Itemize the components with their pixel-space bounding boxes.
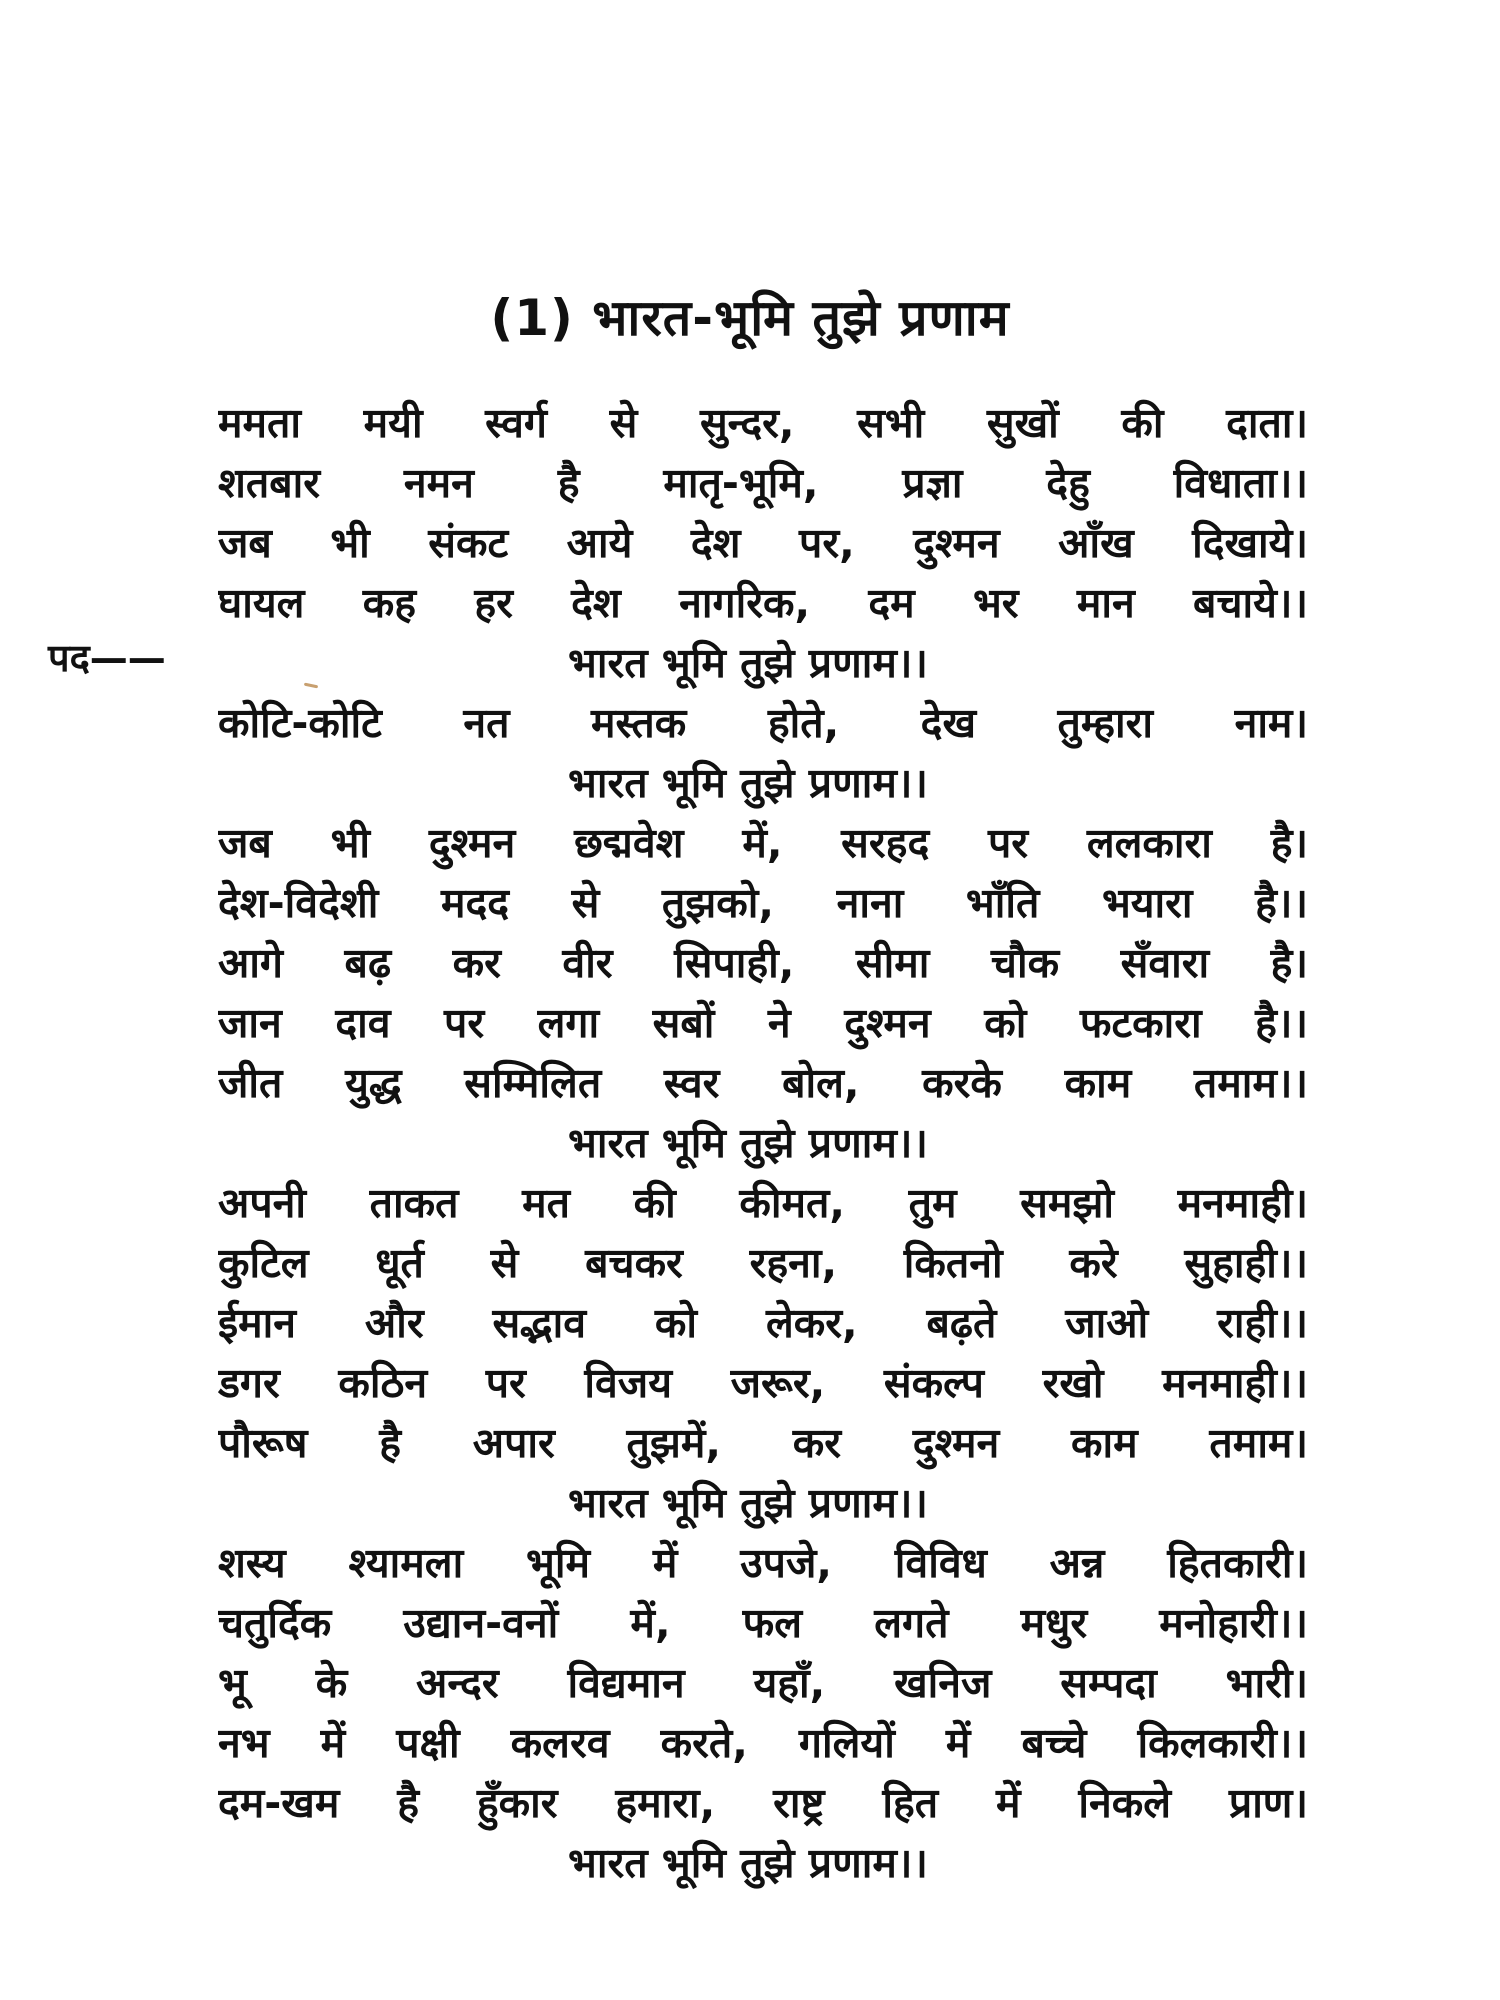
poem-line: जब भी संकट आये देश पर, दुश्मन आँख दिखाये। [218, 519, 1308, 567]
refrain-line: भारत भूमि तुझे प्रणाम।। [568, 1479, 928, 1527]
refrain-line: भारत भूमि तुझे प्रणाम।। [568, 1119, 928, 1167]
poem-line: अपनी ताकत मत की कीमत, तुम समझो मनमाही। [218, 1179, 1308, 1227]
refrain-line: भारत भूमि तुझे प्रणाम।। [568, 759, 928, 807]
poem-line: कोटि-कोटि नत मस्तक होते, देख तुम्हारा नाम। [218, 699, 1308, 747]
poem-line: डगर कठिन पर विजय जरूर, संकल्प रखो मनमाही।। [218, 1359, 1308, 1407]
poem-line: भू के अन्दर विद्यमान यहाँ, खनिज सम्पदा भारी। [218, 1659, 1308, 1707]
poem-body [218, 393, 1308, 1893]
poem-line: जीत युद्ध सम्मिलित स्वर बोल, करके काम तमाम।। [218, 1059, 1308, 1107]
poem-line: दम-खम है हुँकार हमारा, राष्ट्र हित में निकले प्राण। [218, 1779, 1308, 1827]
poem-line: ईमान और सद्भाव को लेकर, बढ़ते जाओ राही।। [218, 1299, 1308, 1347]
poem-line: ममता मयी स्वर्ग से सुन्दर, सभी सुखों की दाता। [218, 399, 1308, 447]
poem-line: आगे बढ़ कर वीर सिपाही, सीमा चौक सँवारा है। [218, 939, 1308, 987]
refrain-line: भारत भूमि तुझे प्रणाम।। [568, 1839, 928, 1887]
poem-line: घायल कह हर देश नागरिक, दम भर मान बचाये।। [218, 579, 1308, 627]
poem-line: शतबार नमन है मातृ-भूमि, प्रज्ञा देहु विधाता।। [218, 459, 1308, 507]
margin-label-pad: पद—— [48, 636, 166, 680]
poem-line: पौरूष है अपार तुझमें, कर दुश्मन काम तमाम। [218, 1419, 1308, 1467]
refrain-line: भारत भूमि तुझे प्रणाम।। [568, 639, 928, 687]
poem-line: कुटिल धूर्त से बचकर रहना, कितनो करे सुहाही।। [218, 1239, 1308, 1287]
poem-line: शस्य श्यामला भूमि में उपजे, विविध अन्न हितकारी। [218, 1539, 1308, 1587]
poem-line: जान दाव पर लगा सबों ने दुश्मन को फटकारा है।। [218, 999, 1308, 1047]
poem-line: देश-विदेशी मदद से तुझको, नाना भाँति भयारा है।। [218, 879, 1308, 927]
poem-line: जब भी दुश्मन छद्मवेश में, सरहद पर ललकारा है। [218, 819, 1308, 867]
poem-line: चतुर्दिक उद्यान-वनों में, फल लगते मधुर मनोहारी।। [218, 1599, 1308, 1647]
poem-title: (1) भारत-भूमि तुझे प्रणाम [490, 289, 1010, 347]
poem-line: नभ में पक्षी कलरव करते, गलियों में बच्चे किलकारी।। [218, 1719, 1308, 1767]
